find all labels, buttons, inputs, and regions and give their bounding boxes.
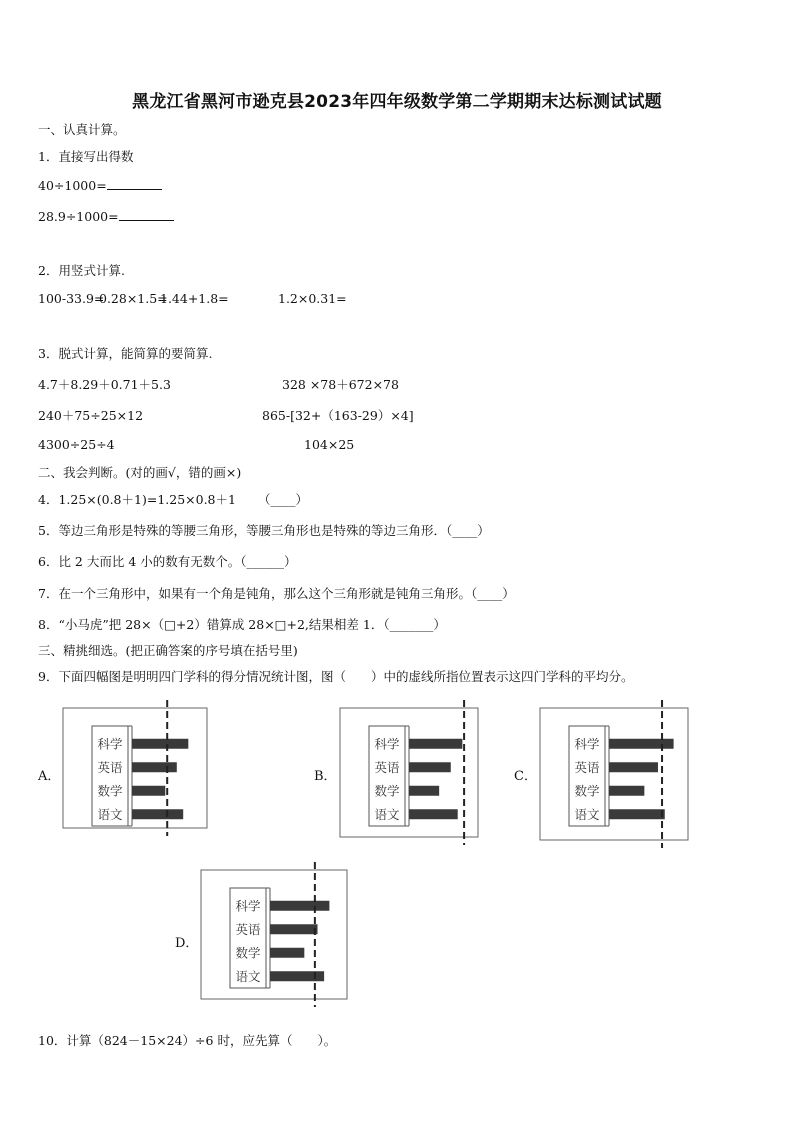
q1-label: 1．直接写出得数 <box>38 149 134 164</box>
answer-blank[interactable] <box>107 189 162 190</box>
section-1-heading: 一、认真计算。 <box>38 122 126 137</box>
q2-label: 2．用竖式计算. <box>38 263 125 278</box>
q10: 10．计算（824－15×24）÷6 时，应先算（ ）。 <box>38 1033 337 1048</box>
q4 <box>38 490 308 508</box>
q1-item-1 <box>38 178 162 193</box>
subject-label: 语文 <box>235 968 261 984</box>
subject-bar <box>409 786 439 796</box>
q3-item-6: 104×25 <box>304 437 355 452</box>
subject-bar <box>270 948 304 958</box>
subject-bar <box>609 809 665 819</box>
subject-bar <box>270 901 329 911</box>
subject-label: 数学 <box>574 783 600 799</box>
q5-text: 5．等边三角形是特殊的等腰三角形，等腰三角形也是特殊的等边三角形． <box>38 523 446 538</box>
subject-bar <box>609 786 644 796</box>
subject-label: 语文 <box>574 806 600 822</box>
answer-paren[interactable]: （____） <box>470 586 515 601</box>
subject-label: 科学 <box>97 736 123 752</box>
option-a-chart[interactable] <box>62 700 208 836</box>
chart-frame <box>540 708 688 840</box>
subject-bar <box>270 971 324 981</box>
q7 <box>38 584 515 602</box>
subject-bar <box>132 739 188 749</box>
answer-paren[interactable]: （____） <box>257 492 308 507</box>
q1-item-1-text: 40÷1000= <box>38 178 107 193</box>
subject-label: 英语 <box>235 921 261 937</box>
option-b-label[interactable]: B． <box>314 769 337 784</box>
option-d-chart[interactable] <box>200 862 348 1007</box>
q9: 9．下面四幅图是明明四门学科的得分情况统计图，图（ ）中的虚线所指位置表示这四门学科的平均分。 <box>38 669 634 684</box>
subject-label: 英语 <box>97 759 123 775</box>
bar-chart-figure <box>339 700 479 845</box>
subject-bar <box>132 762 177 772</box>
q2-item-2: 0.28×1.5= <box>99 291 168 306</box>
q3-item-3: 240＋75÷25×12 <box>38 408 144 423</box>
option-c-label[interactable]: C． <box>514 769 537 784</box>
subject-label: 语文 <box>97 806 123 822</box>
q2-item-4: 1.2×0.31= <box>278 291 347 306</box>
subject-bar <box>609 739 674 749</box>
subject-bar <box>409 762 451 772</box>
answer-paren[interactable]: （______） <box>240 554 297 569</box>
subject-label: 科学 <box>574 736 600 752</box>
subject-bar <box>409 739 462 749</box>
page-title: 黑龙江省黑河市逊克县2023年四年级数学第二学期期末达标测试试题 <box>132 92 662 112</box>
q6 <box>38 552 297 570</box>
q6-text: 6．比 2 大而比 4 小的数有无数个。 <box>38 554 241 569</box>
option-b-chart[interactable] <box>339 700 479 845</box>
q7-text: 7．在一个三角形中，如果有一个角是钝角，那么这个三角形就是钝角三角形。 <box>38 586 471 601</box>
option-d-label[interactable]: D． <box>175 936 199 951</box>
q2-item-1: 100-33.9= <box>38 291 105 306</box>
q5 <box>38 521 490 539</box>
answer-paren[interactable]: （_______） <box>383 617 446 632</box>
subject-label: 数学 <box>374 783 400 799</box>
subject-bar <box>409 809 458 819</box>
q3-label: 3．脱式计算，能简算的要简算. <box>38 346 213 361</box>
q1-item-2-text: 28.9÷1000= <box>38 209 119 224</box>
option-a-label[interactable]: A． <box>38 769 61 784</box>
q1-item-2 <box>38 209 174 224</box>
q3-item-2: 328 ×78＋672×78 <box>282 377 399 392</box>
subject-bar <box>132 786 165 796</box>
subject-label: 科学 <box>235 898 261 914</box>
answer-paren[interactable]: （____） <box>445 523 490 538</box>
section-3-heading: 三、精挑细选。(把正确答案的序号填在括号里) <box>38 643 298 658</box>
q4-text: 4．1.25×(0.8＋1)=1.25×0.8＋1 <box>38 492 236 507</box>
q8-text: 8．“小马虎”把 28×（□+2）错算成 28×□+2,结果相差 1． <box>38 617 384 632</box>
subject-label: 语文 <box>374 806 400 822</box>
subject-label: 数学 <box>97 783 123 799</box>
subject-bar <box>132 809 183 819</box>
section-2-heading: 二、我会判断。(对的画√，错的画×) <box>38 465 242 480</box>
q3-item-4: 865-[32+（163-29）×4] <box>262 408 414 423</box>
subject-label: 科学 <box>374 736 400 752</box>
bar-chart-figure <box>200 862 348 1007</box>
option-c-chart[interactable] <box>539 700 689 848</box>
subject-bar <box>609 762 658 772</box>
q3-item-5: 4300÷25÷4 <box>38 437 115 452</box>
q3-item-1: 4.7＋8.29＋0.71＋5.3 <box>38 377 171 392</box>
subject-label: 英语 <box>374 759 400 775</box>
subject-bar <box>270 924 318 934</box>
subject-label: 数学 <box>235 945 261 961</box>
q2-item-3: 1.44+1.8= <box>160 291 229 306</box>
bar-chart-figure <box>539 700 689 848</box>
answer-blank[interactable] <box>119 220 174 221</box>
subject-label: 英语 <box>574 759 600 775</box>
bar-chart-figure <box>62 700 208 836</box>
q8 <box>38 615 446 633</box>
